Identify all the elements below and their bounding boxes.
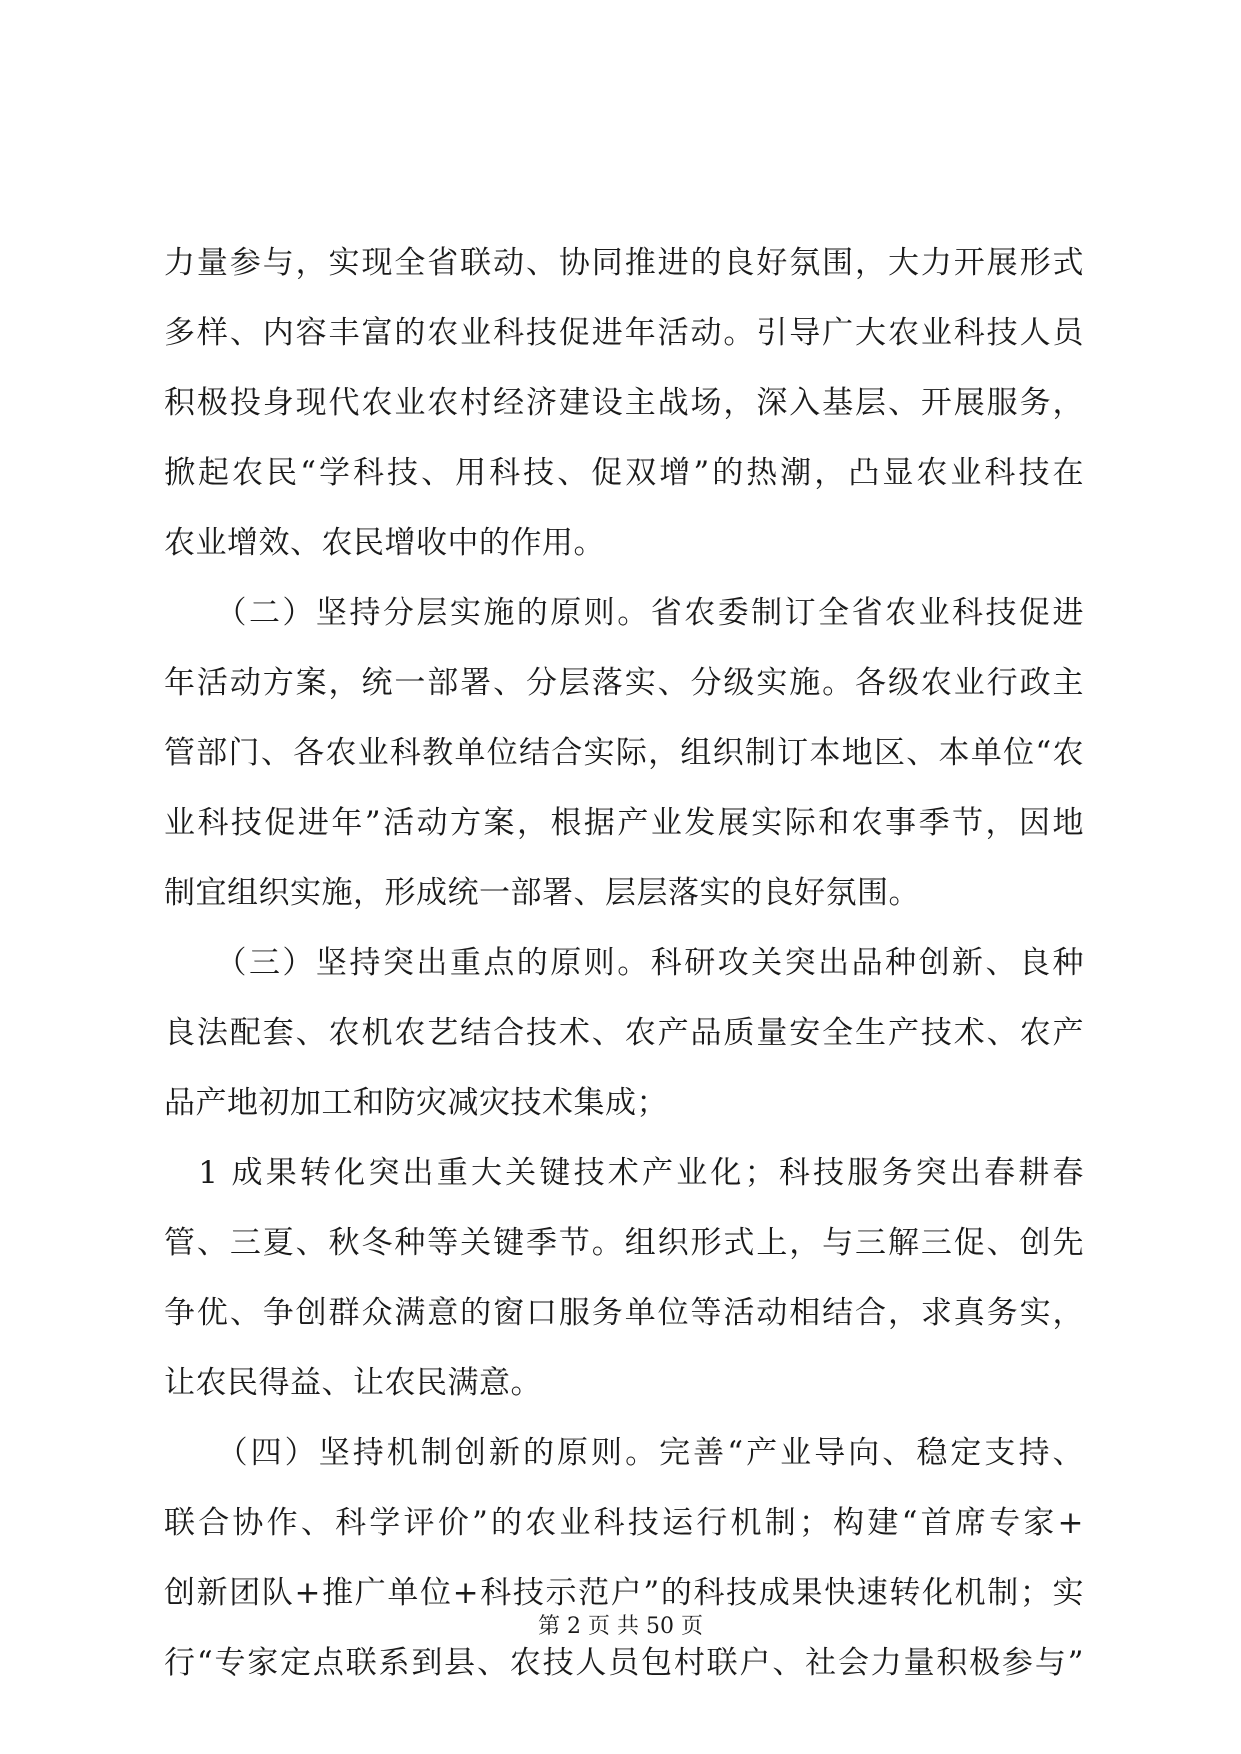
text-line: 力量参与，实现全省联动、协同推进的良好氛围，大力开展形式 — [164, 245, 1084, 281]
text-line: 管、三夏、秋冬种等关键季节。组织形式上，与三解三促、创先 — [164, 1225, 1084, 1261]
text-line: 业科技促进年”活动方案，根据产业发展实际和农事季节，因地 — [164, 805, 1084, 841]
text-line: 品产地初加工和防灾减灾技术集成； — [164, 1085, 668, 1121]
text-line: 创新团队+推广单位+科技示范户”的科技成果快速转化机制；实 — [164, 1575, 1084, 1611]
text-line: 行“专家定点联系到县、农技人员包村联户、社会力量积极参与” — [164, 1645, 1084, 1681]
paragraph-3 — [164, 928, 1084, 1138]
text-line: 年活动方案，统一部署、分层落实、分级实施。各级农业行政主 — [164, 665, 1084, 701]
paragraph-4 — [164, 1138, 1084, 1418]
text-line: 管部门、各农业科教单位结合实际，组织制订本地区、本单位“农 — [164, 735, 1084, 771]
text-line: 让农民得益、让农民满意。 — [164, 1365, 542, 1401]
page-number-footer: 第 2 页 共 50 页 — [538, 1614, 703, 1639]
text-line: 多样、内容丰富的农业科技促进年活动。引导广大农业科技人员 — [164, 315, 1084, 351]
text-line: （二）坚持分层实施的原则。省农委制订全省农业科技促进 — [164, 595, 1084, 631]
text-line: 争优、争创群众满意的窗口服务单位等活动相结合，求真务实， — [164, 1295, 1084, 1331]
text-line: 制宜组织实施，形成统一部署、层层落实的良好氛围。 — [164, 875, 920, 911]
paragraph-2 — [164, 578, 1084, 928]
text-line: 联合协作、科学评价”的农业科技运行机制；构建“首席专家+ — [164, 1505, 1084, 1541]
text-line: 良法配套、农机农艺结合技术、农产品质量安全生产技术、农产 — [164, 1015, 1084, 1051]
text-line: 农业增效、农民增收中的作用。 — [164, 525, 605, 561]
document-body — [164, 228, 1084, 1698]
paragraph-1 — [164, 228, 1084, 578]
text-line: 掀起农民“学科技、用科技、促双增”的热潮，凸显农业科技在 — [164, 455, 1084, 491]
text-line: 1 成果转化突出重大关键技术产业化；科技服务突出春耕春 — [164, 1155, 1084, 1191]
text-line: （四）坚持机制创新的原则。完善“产业导向、稳定支持、 — [164, 1435, 1084, 1471]
paragraph-5 — [164, 1418, 1084, 1698]
text-line: 积极投身现代农业农村经济建设主战场，深入基层、开展服务， — [164, 385, 1084, 421]
text-line: （三）坚持突出重点的原则。科研攻关突出品种创新、良种 — [164, 945, 1084, 981]
